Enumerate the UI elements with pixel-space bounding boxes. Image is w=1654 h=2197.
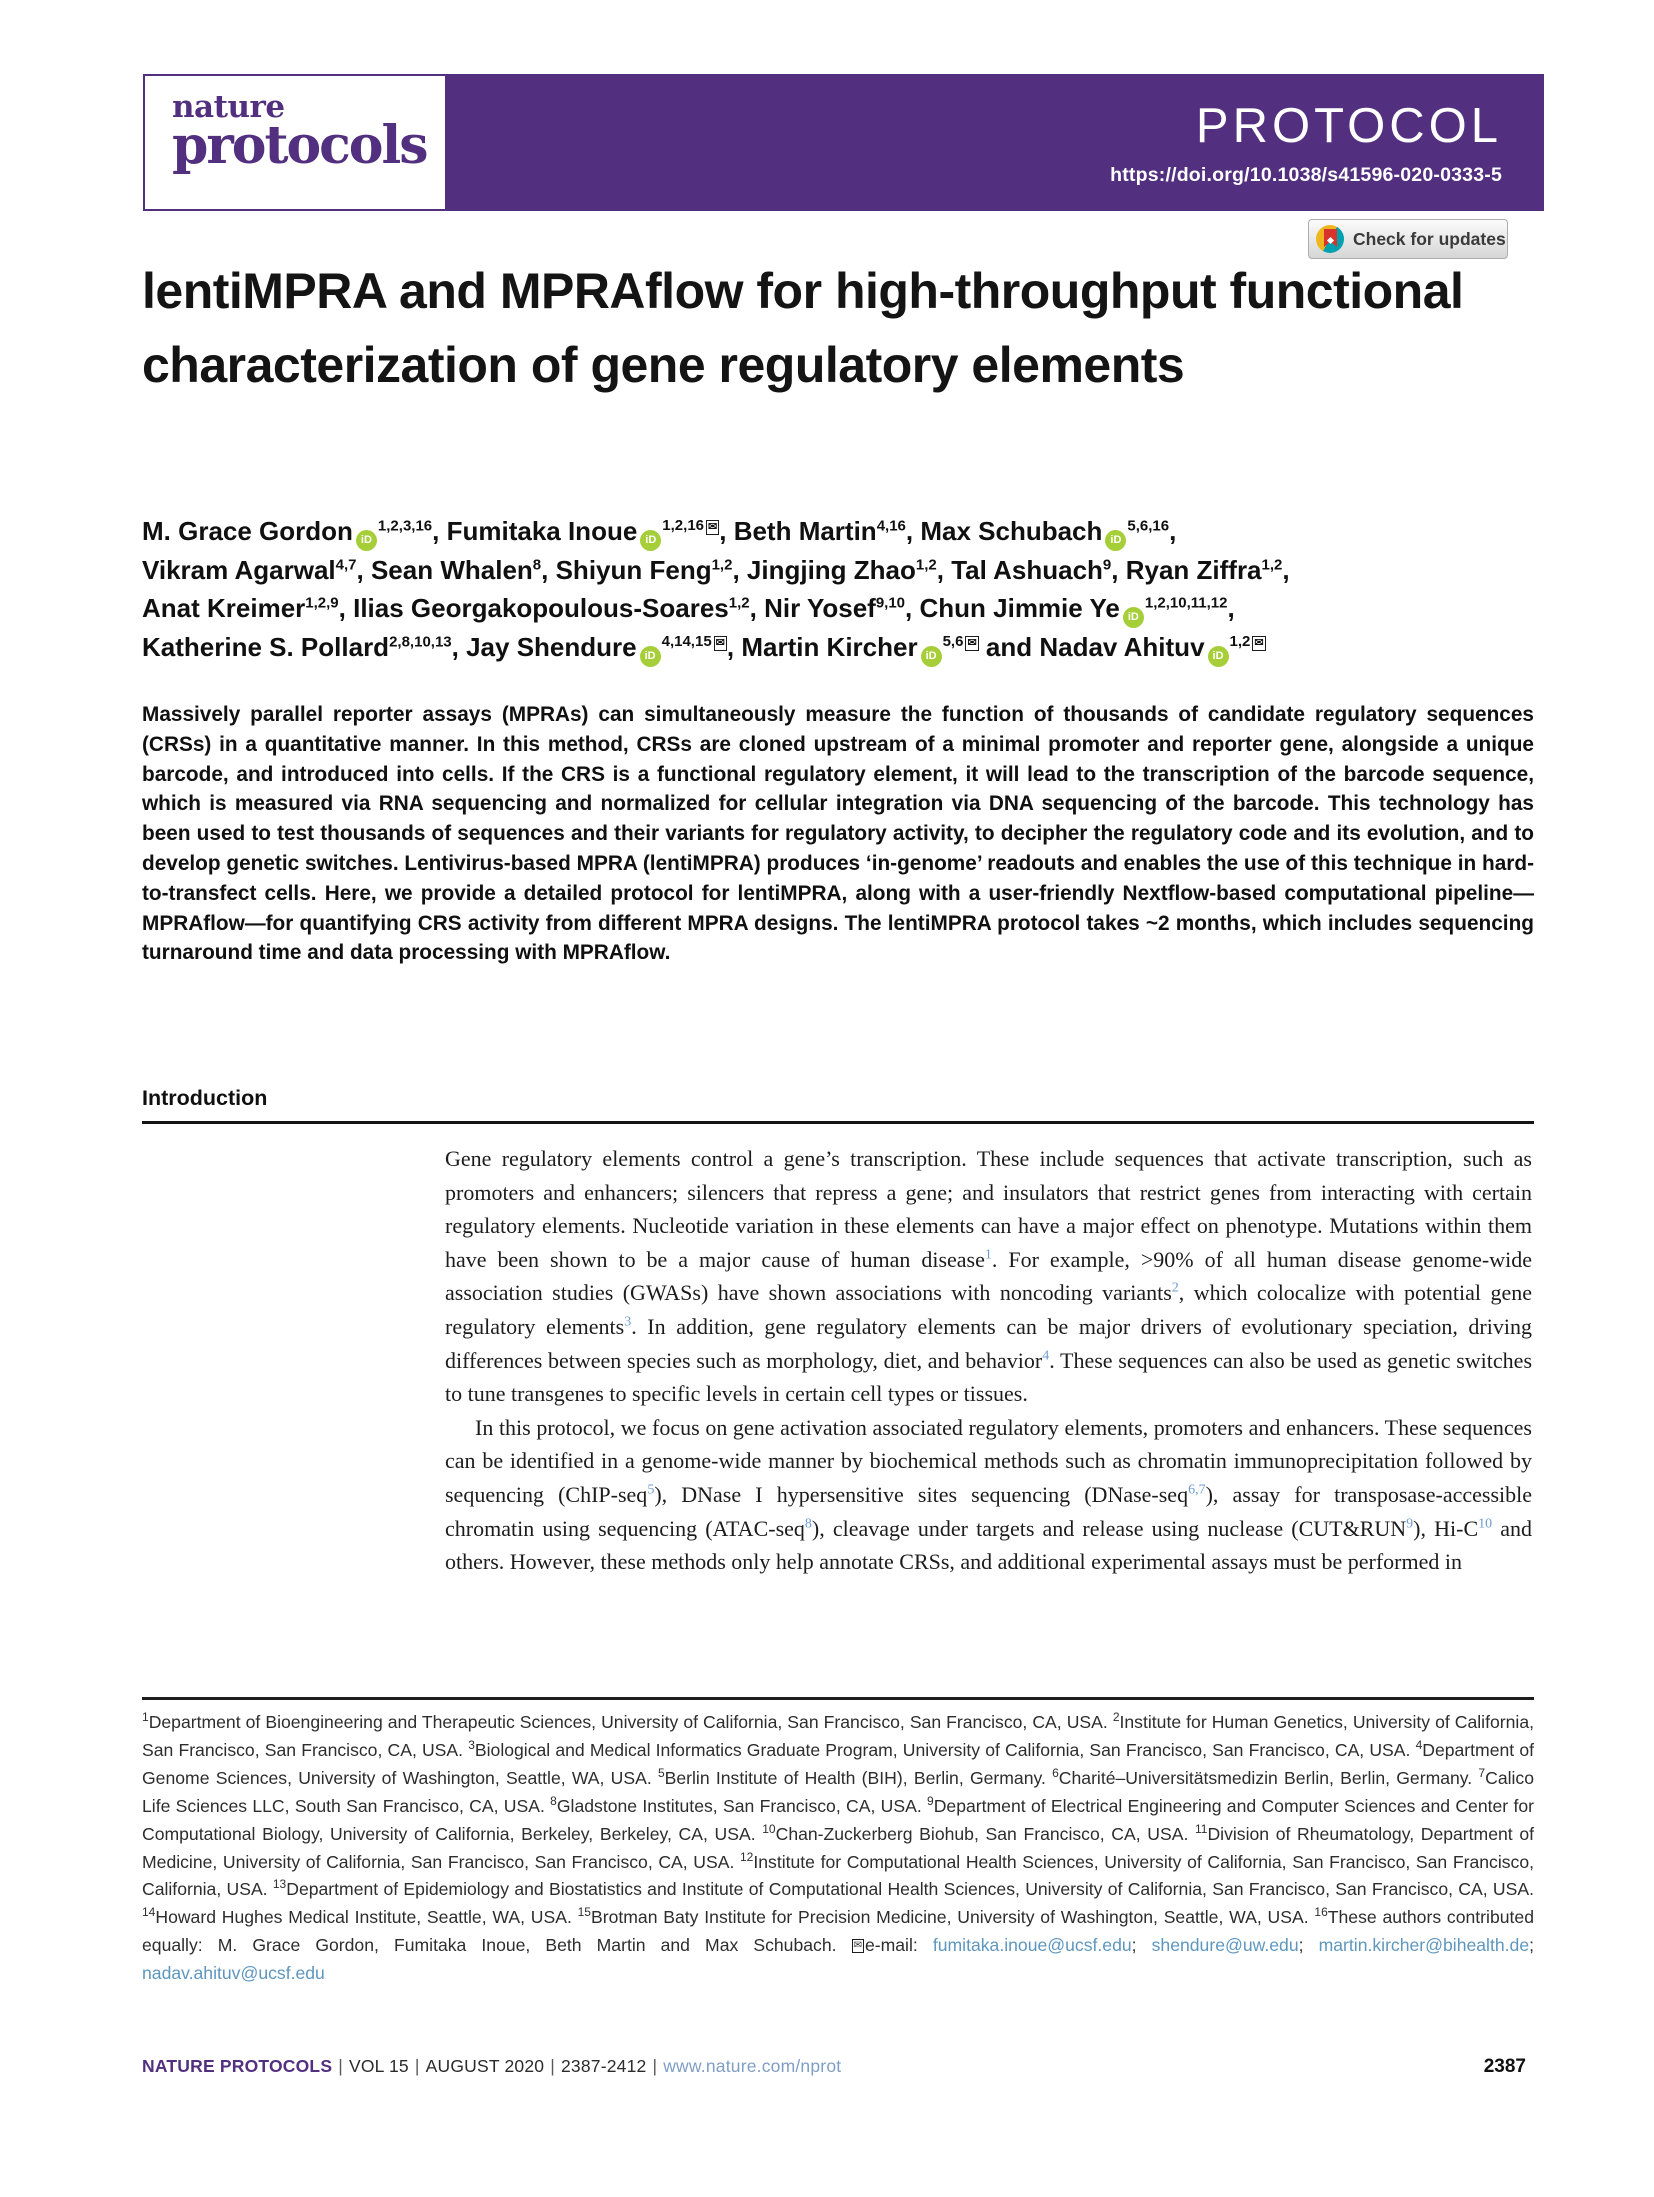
orcid-icon[interactable]: iD <box>356 530 377 551</box>
author-line: Katherine S. Pollard$^{2,8,10,13}$, Jay Shendure $iD^{4,14,15 ✉}$, Martin Kircher $iD^{5,6 ✉}$ and Nadav Ahituv $iD^{1,2 ✉}$ <box>142 628 1537 667</box>
page-number: 2387 <box>1483 2056 1526 2077</box>
email-link[interactable]: martin.kircher@bihealth.de <box>1318 1935 1530 1956</box>
reference-link[interactable]: 8 <box>804 1516 812 1532</box>
author-name: Nir Yosef <box>764 593 876 623</box>
author-affiliation-sup: 1,2 ✉ <box>1229 633 1264 651</box>
author-affiliation-sup: 4,14,15 ✉ <box>661 633 725 651</box>
author-affiliation-sup: 1,2,10,11,12 <box>1144 594 1228 612</box>
reference-link[interactable]: 9 <box>1406 1516 1414 1532</box>
orcid-icon[interactable]: iD <box>921 646 942 667</box>
author-name: Nadav Ahituv <box>1039 632 1205 662</box>
author-line: Anat Kreimer$^{1,2,9}$, Ilias Georgakopoulous-Soares$^{1,2}$, Nir Yosef$^{9,10}$, Chun Jimmie Ye iD$^{1,2,10,11,12}$, <box>142 589 1537 628</box>
orcid-icon[interactable]: iD <box>1123 607 1144 628</box>
footnote-number: 13 <box>272 1877 287 1892</box>
journal-website-link[interactable]: www.nature.com/nprot <box>663 2056 842 2076</box>
section-heading-introduction: Introduction <box>142 1086 268 1110</box>
paragraph: Gene regulatory elements control a gene’s transcription. These include sequences that activate transcription, such as promoters and enhancers; silencers that repress a gene; and insulators that restrict genes from interacting with certain regulatory elements. Nucleotide variation in these elements can have a major effect on phenotype. Mutations within them have been shown to be a major cause of human disease$^1$. For example, >90% of all human disease genome-wide association studies (GWASs) have shown associations with noncoding variants$^2$, which colocalize with potential gene regulatory elements$^3$. In addition, gene regulatory elements can be major drivers of evolutionary speciation, driving differences between species such as morphology, diet, and behavior$^4$. These sequences can also be used as genetic switches to tune transgenes to specific levels in certain cell types or tissues. <box>445 1146 1533 1407</box>
abstract-text: Massively parallel reporter assays (MPRAs) can simultaneously measure the function of thousands of candidate regulatory sequences (CRSs) in a quantitative manner. In this method, CRSs are cloned upstream of a minimal promoter and reporter gene, alongside a unique barcode, and introduced into cells. If the CRS is a functional regulatory element, it will lead to the transcription of the barcode sequence, which is measured via RNA sequencing and normalized for cellular integration via DNA sequencing of the barcode. This technology has been used to test thousands of sequences and their variants for regulatory activity, to decipher the regulatory code and its evolution, and to develop genetic switches. Lentivirus-based MPRA (lentiMPRA) produces ‘in-genome’ readouts and enables the use of this technique in hard-to-transfect cells. Here, we provide a detailed protocol for lentiMPRA, along with a user-friendly Nextflow-based computational pipeline—MPRAflow—for quantifying CRS activity from different MPRA designs. The lentiMPRA protocol takes ~2 months, which includes sequencing turnaround time and data processing with MPRAflow. <box>142 703 1534 965</box>
footnote-number: 14 <box>142 1905 156 1920</box>
orcid-icon[interactable]: iD <box>1208 646 1229 667</box>
email-link[interactable]: shendure@uw.edu <box>1151 1935 1299 1956</box>
footnote-number: 8 <box>550 1793 557 1808</box>
footnote-number: 3 <box>468 1738 475 1753</box>
author-name: M. Grace Gordon <box>142 516 353 546</box>
author-name: Martin Kircher <box>741 632 918 662</box>
email-link[interactable]: fumitaka.inoue@ucsf.edu <box>932 1935 1132 1956</box>
affiliations-footnotes: $^1$Department of Bioengineering and Therapeutic Sciences, University of California, San Francisco, San Francisco, CA, USA. $^2$Institute for Human Genetics, University of California, San Francisco, San Francisco, CA, USA. $^3$Biological and Medical Informatics Graduate Program, University of California, San Francisco, San Francisco, CA, USA. $^4$Department of Genome Sciences, University of Washington, Seattle, WA, USA. $^5$Berlin Institute of Health (BIH), Berlin, Germany. $^6$Charité–Universitätsmedizin Berlin, Berlin, Germany. $^7$Calico Life Sciences LLC, South San Francisco, CA, USA. $^8$Gladstone Institutes, San Francisco, CA, USA. $^9$Department of Electrical Engineering and Computer Sciences and Center for Computational Biology, University of California, Berkeley, Berkeley, CA, USA. $^{10}$Chan-Zuckerberg Biohub, San Francisco, CA, USA. $^{11}$Division of Rheumatology, Department of Medicine, University of California, San Francisco, San Francisco, CA, USA. $^{12}$Institute for Computational Health Sciences, University of California, San Francisco, San Francisco, California, USA. $^{13}$Department of Epidemiology and Biostatistics and Institute of Computational Health Sciences, University of California, San Francisco, San Francisco, CA, USA. $^{14}$Howard Hughes Medical Institute, Seattle, WA, USA. $^{15}$Brotman Baty Institute for Precision Medicine, University of Washington, Seattle, WA, USA. $^{16}$These authors contributed equally: M. Grace Gordon, Fumitaka Inoue, Beth Martin and Max Schubach. ✉ e-mail: fumitaka.inoue@ucsf.edu; shendure@uw.edu; martin.kircher@bihealth.de; nadav.ahituv@ucsf.edu <box>142 1710 1535 1984</box>
masthead <box>143 74 1544 211</box>
footer-item: VOL 15 <box>348 2056 409 2076</box>
footer-separator: | <box>414 2056 420 2076</box>
author-name: Jingjing Zhao <box>746 555 916 585</box>
orcid-icon[interactable]: iD <box>640 646 661 667</box>
footer-separator: | <box>652 2056 658 2076</box>
reference-link[interactable]: 5 <box>647 1482 655 1498</box>
journal-name: NATURE PROTOCOLS <box>142 2056 333 2076</box>
footnote-rule <box>142 1697 1534 1700</box>
author-affiliation-sup: 1,2,9 <box>305 594 339 612</box>
logo-nature-text: nature <box>172 89 285 125</box>
footer-citation-line <box>142 2056 841 2077</box>
reference-link[interactable]: 1 <box>984 1247 992 1263</box>
author-affiliation-sup: 1,2 <box>711 556 733 574</box>
footnote-number: 10 <box>762 1821 776 1836</box>
author-name: Ilias Georgakopoulous-Soares <box>353 593 729 623</box>
reference-link[interactable]: 6,7 <box>1188 1482 1206 1498</box>
crossmark-icon <box>1316 225 1344 253</box>
protocol-label: PROTOCOL <box>1195 99 1502 153</box>
footnote-number: 7 <box>1478 1765 1486 1780</box>
author-name: Vikram Agarwal <box>142 555 336 585</box>
logo-protocols-text: protocols <box>172 115 427 176</box>
footnote-number: 5 <box>657 1765 665 1780</box>
author-name: Katherine S. Pollard <box>142 632 390 662</box>
footnote-number: 9 <box>927 1793 934 1808</box>
author-name: Shiyun Feng <box>555 555 712 585</box>
author-affiliation-sup: 9 <box>1102 556 1112 574</box>
author-affiliation-sup: 1,2,3,16 <box>377 517 433 535</box>
orcid-icon[interactable]: iD <box>1105 530 1126 551</box>
footnote-number: 11 <box>1195 1821 1208 1836</box>
footer-item: 2387-2412 <box>560 2056 647 2076</box>
email-icon: ✉ <box>853 1940 862 1952</box>
author-name: Chun Jimmie Ye <box>919 593 1120 623</box>
nature-protocols-logo <box>143 74 447 211</box>
check-for-updates-button[interactable] <box>1308 219 1508 259</box>
email-icon[interactable]: ✉ <box>708 521 718 534</box>
section-rule <box>142 1121 1534 1124</box>
page-title: lentiMPRA and MPRAflow for high-throughput functional characterization of gene regulatory elements <box>142 263 1464 393</box>
email-icon[interactable]: ✉ <box>967 637 977 650</box>
author-name: Ryan Ziffra <box>1125 555 1262 585</box>
author-affiliation-sup: 2,8,10,13 <box>389 633 452 651</box>
footer-separator: | <box>550 2056 555 2076</box>
author-affiliation-sup: 5,6,16 <box>1127 517 1170 535</box>
author-affiliation-sup: 9,10 <box>875 594 906 612</box>
footnote-number: 15 <box>577 1905 591 1920</box>
paragraph: In this protocol, we focus on gene activation associated regulatory elements, promoters and enhancers. These sequences can be identified in a genome-wide manner by biochemical methods such as chromatin immunoprecipitation followed by sequencing (ChIP-seq$^5$), DNase I hypersensitive sites sequencing (DNase-seq$^{6,7}$), assay for transposase-accessible chromatin using sequencing (ATAC-seq$^8$), cleavage under targets and release using nuclease (CUT&RUN$^9$), Hi-C$^{10}$ and others. However, these methods only help annotate CRSs, and additional experimental assays must be performed in <box>445 1414 1533 1575</box>
author-affiliation-sup: 1,2 <box>1261 556 1283 574</box>
introduction-body-text <box>445 1142 1532 1579</box>
orcid-icon[interactable]: iD <box>640 530 661 551</box>
check-for-updates-label: Check for updates <box>1353 228 1506 249</box>
reference-link[interactable]: 3 <box>624 1314 632 1330</box>
author-name: Tal Ashuach <box>951 555 1103 585</box>
footnote-number: 16 <box>1314 1905 1328 1920</box>
footnote-number: 12 <box>739 1849 754 1864</box>
footnote-number: 6 <box>1052 1765 1059 1780</box>
reference-link[interactable]: 10 <box>1478 1516 1493 1532</box>
author-line: M. Grace Gordon iD$^{1,2,3,16}$, Fumitaka Inoue $iD^{1,2,16 ✉}$, Beth Martin$^{4,16}$, Max Schubach iD$^{5,6,16}$, <box>142 512 1537 551</box>
author-affiliation-sup: 1,2 <box>728 594 750 612</box>
author-affiliation-sup: 4,7 <box>335 556 357 574</box>
author-name: Sean Whalen <box>370 555 533 585</box>
author-affiliation-sup: 1,2 <box>915 556 937 574</box>
author-affiliation-sup: 1,2,16 ✉ <box>662 517 718 535</box>
author-name: Anat Kreimer <box>142 593 306 623</box>
email-link[interactable]: nadav.ahituv@ucsf.edu <box>142 1963 325 1984</box>
author-affiliation-sup: 8 <box>532 556 542 574</box>
author-line: Vikram Agarwal$^{4,7}$, Sean Whalen$^8$, Shiyun Feng$^{1,2}$, Jingjing Zhao$^{1,2}$, Tal Ashuach$^9$, Ryan Ziffra$^{1,2}$, <box>142 555 1290 585</box>
doi-link[interactable]: https://doi.org/10.1038/s41596-020-0333-5 <box>1110 164 1502 186</box>
footnote-number: 2 <box>1112 1710 1120 1725</box>
author-name: Beth Martin <box>733 516 877 546</box>
author-affiliation-sup: 5,6 ✉ <box>942 633 977 651</box>
footnote-number: 4 <box>1415 1738 1423 1753</box>
header-banner <box>445 74 1544 211</box>
footer-item: AUGUST 2020 <box>425 2056 545 2076</box>
email-icon[interactable]: ✉ <box>715 637 725 650</box>
reference-link[interactable]: 4 <box>1042 1348 1050 1364</box>
reference-link[interactable]: 2 <box>1171 1281 1179 1297</box>
email-icon[interactable]: ✉ <box>1254 637 1264 650</box>
author-name: Max Schubach <box>920 516 1103 546</box>
author-list <box>142 512 1537 667</box>
footer-separator: | <box>338 2056 343 2076</box>
author-name: Fumitaka Inoue <box>446 516 638 546</box>
page-footer <box>142 2056 1526 2078</box>
author-affiliation-sup: 4,16 <box>876 517 906 535</box>
author-name: Jay Shendure <box>466 632 637 662</box>
footnote-number: 1 <box>142 1710 149 1725</box>
